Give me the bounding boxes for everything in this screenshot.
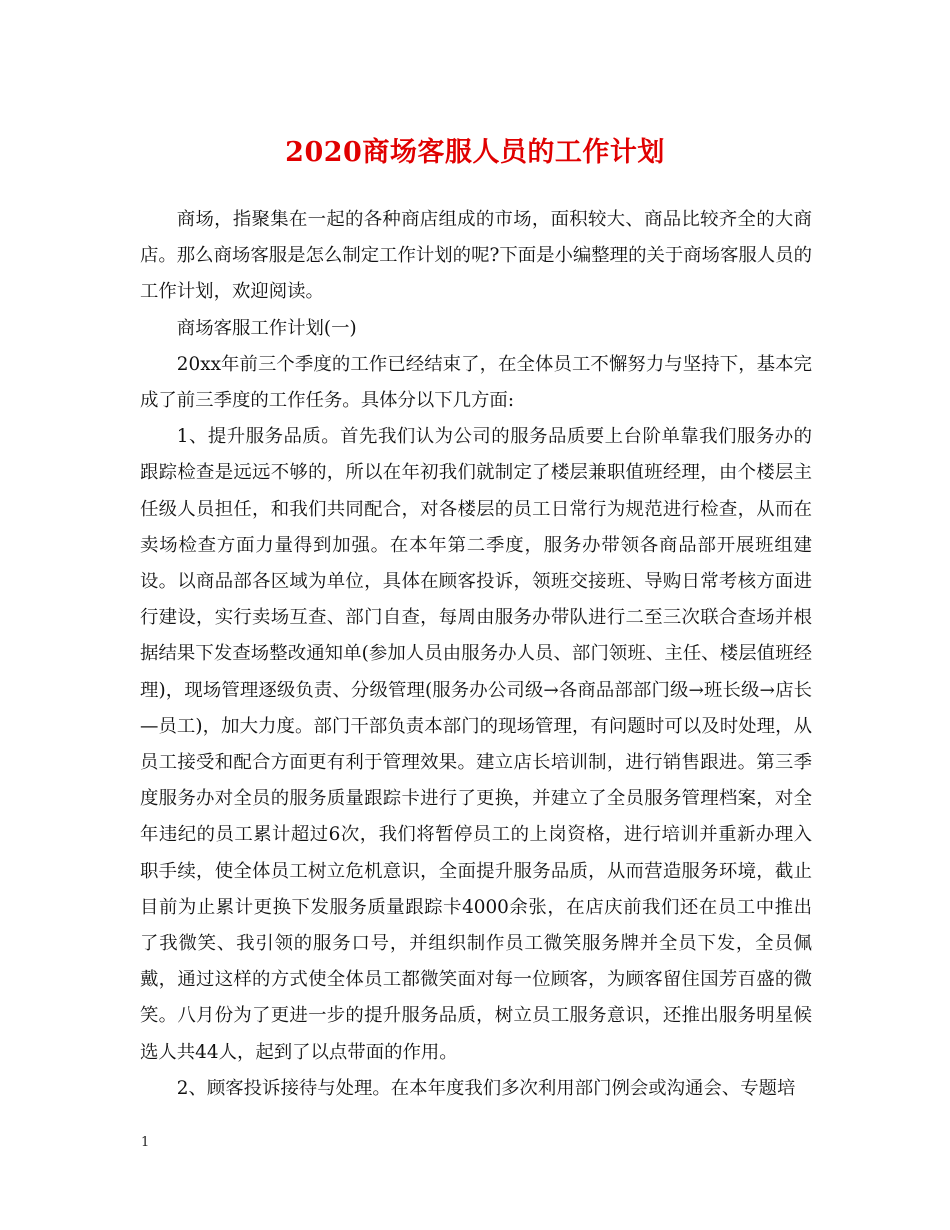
paragraph-summary: 20xx年前三个季度的工作已经结束了，在全体员工不懈努力与坚持下，基本完成了前三季度的工作任务。具体分以下几方面:	[140, 353, 812, 412]
document-title: 2020商场客服人员的工作计划	[285, 137, 665, 168]
page-number: 1	[141, 1135, 150, 1150]
paragraph-intro: 商场，指聚集在一起的各种商店组成的市场，面积较大、商品比较齐全的大商店。那么商场客服是怎么制定工作计划的呢?下面是小编整理的关于商场客服人员的工作计划，欢迎阅读。	[140, 209, 812, 303]
paragraph-complaints: 2、顾客投诉接待与处理。在本年度我们多次利用部门例会或沟通会、专题培	[176, 1077, 796, 1099]
document-body	[140, 202, 812, 1107]
paragraph-service-quality: 1、提升服务品质。首先我们认为公司的服务品质要上台阶单靠我们服务办的跟踪检查是远远不够的，所以在年初我们就制定了楼层兼职值班经理，由个楼层主任级人员担任，和我们共同配合，对各楼层的员工日常行为规范进行检查，从而在卖场检查方面力量得到加强。在本年第二季度，服务办带领各商品部开展班组建设。以商品部各区域为单位，具体在顾客投诉，领班交接班、导购日常考核方面进行建设，实行卖场互查、部门自查，每周由服务办带队进行二至三次联合查场并根据结果下发查场整改通知单(参加人员由服务办人员、部门领班、主任、楼层值班经理)，现场管理逐级负责、分级管理(服务办公司级→各商品部部门级→班长级→店长—员工)，加大力度。部门干部负责本部门的现场管理，有问题时可以及时处理，从员工接受和配合方面更有利于管理效果。建立店长培训制，进行销售跟进。第三季度服务办对全员的服务质量跟踪卡进行了更换，并建立了全员服务管理档案，对全年违纪的员工累计超过6次，我们将暂停员工的上岗资格，进行培训并重新办理入职手续，使全体员工树立危机意识，全面提升服务品质，从而营造服务环境，截止目前为止累计更换下发服务质量跟踪卡4000余张，在店庆前我们还在员工中推出了我微笑、我引领的服务口号，并组织制作员工微笑服务牌并全员下发，全员佩戴，通过这样的方式使全体员工都微笑面对每一位顾客，为顾客留住国芳百盛的微笑。八月份为了更进一步的提升服务品质，树立员工服务意识，还推出服务明星候选人共44人，起到了以点带面的作用。	[140, 426, 812, 1063]
paragraph-section-heading: 商场客服工作计划(一)	[176, 317, 357, 339]
